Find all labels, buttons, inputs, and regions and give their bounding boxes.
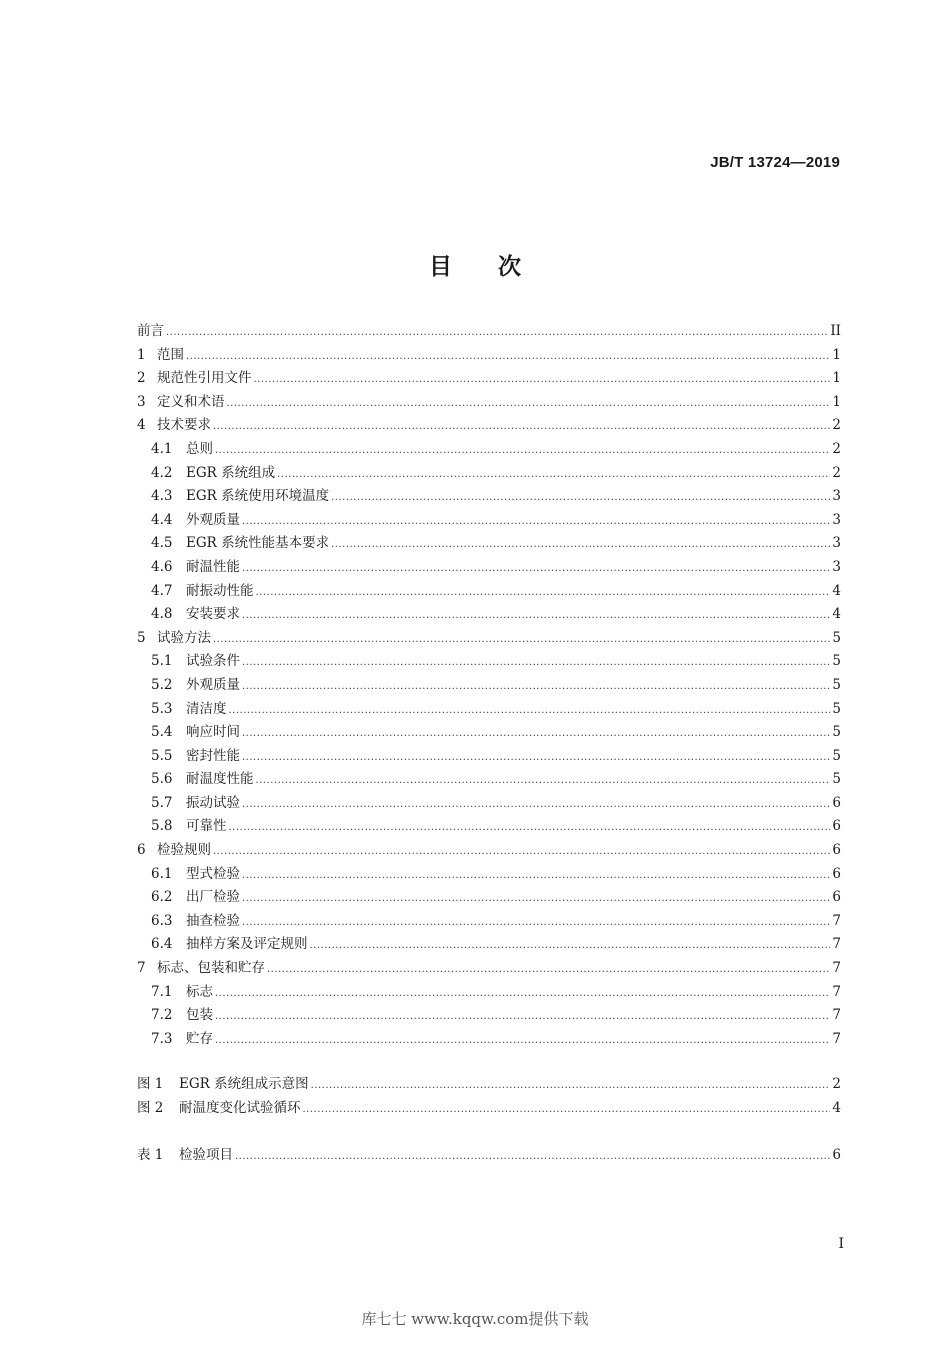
table-of-contents <box>137 320 841 1167</box>
download-footer: 库七七 www.kqqw.com提供下载 <box>361 1310 589 1328</box>
dot-leader <box>215 1005 830 1029</box>
dot-leader <box>229 816 831 840</box>
toc-entry-number: 7.1 <box>151 983 173 1000</box>
toc-entry-label: 技术要求 <box>157 417 211 434</box>
toc-entry[interactable] <box>137 344 841 368</box>
toc-entry-label: 耐温性能 <box>186 558 240 575</box>
toc-entry-label: 标志、包装和贮存 <box>157 960 265 977</box>
toc-entry[interactable] <box>137 745 841 769</box>
toc-entry[interactable] <box>137 509 841 533</box>
toc-entry[interactable] <box>137 768 841 792</box>
toc-entry-number: 6.2 <box>151 889 173 906</box>
toc-entry-label: 检验规则 <box>157 842 211 859</box>
dot-leader <box>229 699 831 723</box>
toc-entry-label: EGR 系统组成 <box>186 464 276 481</box>
toc-entry-label: 贮存 <box>186 1030 213 1047</box>
toc-entry-number: 5.5 <box>151 747 173 764</box>
toc-entry[interactable] <box>137 580 841 604</box>
toc-entry-number: 图 2 <box>137 1100 164 1116</box>
dot-leader <box>242 557 830 581</box>
toc-entry-label: 出厂检验 <box>186 889 240 906</box>
toc-entry[interactable] <box>137 532 841 556</box>
toc-entry-label: 包装 <box>186 1007 213 1024</box>
dot-leader <box>277 463 830 487</box>
dot-leader <box>242 604 830 628</box>
toc-entry[interactable] <box>137 863 841 887</box>
toc-entry-page: 6 <box>832 842 841 859</box>
toc-entry-number: 4.1 <box>151 440 173 457</box>
toc-entry[interactable] <box>137 367 841 391</box>
page-title: 目次 <box>429 254 567 280</box>
toc-entry-page: 4 <box>832 1100 841 1116</box>
toc-entry-number: 7.3 <box>151 1030 173 1047</box>
dot-leader <box>235 1145 830 1169</box>
toc-entry-label: 外观质量 <box>186 676 240 693</box>
toc-main-list <box>137 320 841 1051</box>
toc-entry-number: 3 <box>137 393 146 410</box>
toc-entry[interactable] <box>137 627 841 651</box>
toc-figure-entry[interactable] <box>137 1097 841 1121</box>
toc-entry-label: 耐振动性能 <box>186 582 254 599</box>
toc-entry-number: 4.5 <box>151 535 173 552</box>
toc-entry-number: 7.2 <box>151 1007 173 1024</box>
dot-leader <box>242 911 830 935</box>
toc-entry-label: 可靠性 <box>186 818 227 835</box>
toc-entry-page: 5 <box>832 653 841 670</box>
toc-entry-number: 4.3 <box>151 488 173 505</box>
toc-entry-page: 5 <box>832 747 841 764</box>
toc-entry-page: 5 <box>832 700 841 717</box>
dot-leader <box>242 651 830 675</box>
toc-entry-page: 5 <box>832 724 841 741</box>
toc-entry-page: 5 <box>832 676 841 693</box>
toc-entry[interactable] <box>137 485 841 509</box>
toc-entry[interactable] <box>137 815 841 839</box>
toc-entry-number: 7 <box>137 960 146 977</box>
toc-entry-page: 3 <box>832 535 841 552</box>
toc-entry-number: 5.4 <box>151 724 173 741</box>
toc-entry-page: 2 <box>832 1076 841 1093</box>
dot-leader <box>310 934 831 958</box>
dot-leader <box>256 769 831 793</box>
dot-leader <box>215 1029 830 1053</box>
toc-entry[interactable] <box>137 320 841 344</box>
toc-entry[interactable] <box>137 933 841 957</box>
toc-entry-page: 3 <box>832 511 841 528</box>
toc-entry-label: EGR 系统使用环境温度 <box>186 488 330 505</box>
toc-entry-number: 6.4 <box>151 936 173 953</box>
toc-entry-page: 3 <box>832 558 841 575</box>
page-number: I <box>838 1236 844 1252</box>
toc-entry-page: 3 <box>832 488 841 505</box>
toc-entry-label: 外观质量 <box>186 511 240 528</box>
dot-leader <box>242 746 830 770</box>
toc-entry-number: 5 <box>137 629 146 646</box>
toc-entry-number: 2 <box>137 370 146 387</box>
toc-entry-number: 1 <box>137 346 146 363</box>
toc-entry-number: 图 1 <box>137 1076 164 1093</box>
dot-leader <box>254 368 831 392</box>
toc-entry-page: 6 <box>832 889 841 906</box>
toc-entry-label: 安装要求 <box>186 606 240 623</box>
toc-entry-page: 2 <box>832 464 841 481</box>
toc-entry-number: 4.7 <box>151 582 173 599</box>
dot-leader <box>227 392 831 416</box>
toc-entry-label: 清洁度 <box>186 700 227 717</box>
toc-entry-label: 标志 <box>186 983 213 1000</box>
toc-entry-page: 1 <box>832 346 841 363</box>
toc-entry-label: EGR 系统组成示意图 <box>179 1076 309 1093</box>
dot-leader <box>215 982 830 1006</box>
dot-leader <box>242 510 830 534</box>
dot-leader <box>242 722 830 746</box>
dot-leader <box>215 439 830 463</box>
toc-entry-page: 7 <box>832 936 841 953</box>
toc-table-entry[interactable] <box>137 1144 841 1168</box>
toc-entry[interactable] <box>137 438 841 462</box>
toc-entry[interactable] <box>137 957 841 981</box>
toc-entry[interactable] <box>137 674 841 698</box>
toc-entry[interactable] <box>137 981 841 1005</box>
toc-table-list <box>137 1144 841 1168</box>
dot-leader <box>267 958 830 982</box>
toc-entry-label: 试验条件 <box>186 653 240 670</box>
toc-entry[interactable] <box>137 721 841 745</box>
dot-leader <box>213 840 830 864</box>
toc-entry[interactable] <box>137 792 841 816</box>
dot-leader <box>213 415 830 439</box>
toc-entry-page: 1 <box>832 393 841 410</box>
toc-entry-number: 6.1 <box>151 865 173 882</box>
dot-leader <box>242 887 830 911</box>
toc-entry-page: 6 <box>832 1146 841 1163</box>
toc-entry-page: II <box>830 323 841 339</box>
toc-entry-page: 6 <box>832 818 841 835</box>
toc-entry-page: 2 <box>832 440 841 457</box>
toc-entry-number: 6.3 <box>151 912 173 929</box>
toc-figure-entry[interactable] <box>137 1073 841 1097</box>
toc-entry[interactable] <box>137 910 841 934</box>
toc-entry-number: 4.6 <box>151 558 173 575</box>
toc-entry-label: 耐温度性能 <box>186 771 254 788</box>
toc-entry-number: 表 1 <box>137 1146 164 1163</box>
toc-entry-page: 7 <box>832 912 841 929</box>
toc-entry[interactable] <box>137 698 841 722</box>
toc-entry-label: 定义和术语 <box>157 393 225 410</box>
toc-entry-label: EGR 系统性能基本要求 <box>186 535 330 552</box>
toc-entry-page: 5 <box>832 629 841 646</box>
toc-entry-page: 2 <box>832 417 841 434</box>
dot-leader <box>331 486 830 510</box>
toc-entry-number: 5.1 <box>151 653 173 670</box>
toc-entry-number: 5.6 <box>151 771 173 788</box>
toc-entry-label: 型式检验 <box>186 865 240 882</box>
toc-entry-number: 4.8 <box>151 606 173 623</box>
toc-entry[interactable] <box>137 839 841 863</box>
toc-entry-page: 4 <box>832 606 841 623</box>
toc-entry[interactable] <box>137 391 841 415</box>
toc-entry-label: 总则 <box>186 440 213 457</box>
standard-code: JB/T 13724—2019 <box>710 154 840 171</box>
toc-entry-label: 范围 <box>157 346 184 363</box>
toc-entry-label: 前言 <box>137 323 164 339</box>
dot-leader <box>303 1098 831 1122</box>
toc-entry-label: 响应时间 <box>186 724 240 741</box>
toc-entry[interactable] <box>137 414 841 438</box>
toc-entry-page: 7 <box>832 1007 841 1024</box>
dot-leader <box>166 321 828 345</box>
toc-entry-number: 5.3 <box>151 700 173 717</box>
dot-leader <box>311 1074 831 1098</box>
dot-leader <box>256 581 831 605</box>
toc-entry-label: 振动试验 <box>186 794 240 811</box>
toc-entry-label: 检验项目 <box>179 1146 233 1163</box>
toc-entry-label: 规范性引用文件 <box>157 370 252 387</box>
toc-entry-number: 4 <box>137 417 146 434</box>
toc-entry-label: 密封性能 <box>186 747 240 764</box>
dot-leader <box>331 533 830 557</box>
toc-entry-page: 7 <box>832 1030 841 1047</box>
dot-leader <box>242 675 830 699</box>
dot-leader <box>213 628 830 652</box>
toc-entry[interactable] <box>137 556 841 580</box>
toc-entry-number: 6 <box>137 842 146 859</box>
toc-figure-list <box>137 1073 841 1120</box>
toc-entry[interactable] <box>137 462 841 486</box>
toc-entry-page: 5 <box>832 771 841 788</box>
toc-entry-page: 7 <box>832 983 841 1000</box>
dot-leader <box>186 345 830 369</box>
toc-entry[interactable] <box>137 1028 841 1052</box>
toc-entry-page: 6 <box>832 865 841 882</box>
dot-leader <box>242 793 830 817</box>
toc-entry-page: 6 <box>832 794 841 811</box>
toc-entry-number: 4.2 <box>151 464 173 481</box>
toc-entry-label: 耐温度变化试验循环 <box>179 1100 301 1116</box>
toc-entry[interactable] <box>137 1004 841 1028</box>
toc-entry-page: 1 <box>832 370 841 387</box>
toc-entry[interactable] <box>137 886 841 910</box>
toc-entry[interactable] <box>137 650 841 674</box>
toc-entry-page: 4 <box>832 582 841 599</box>
toc-entry[interactable] <box>137 603 841 627</box>
toc-entry-number: 5.2 <box>151 676 173 693</box>
toc-entry-label: 抽样方案及评定规则 <box>186 936 308 953</box>
toc-entry-label: 抽查检验 <box>186 912 240 929</box>
toc-entry-number: 5.8 <box>151 818 173 835</box>
dot-leader <box>242 864 830 888</box>
toc-entry-number: 4.4 <box>151 511 173 528</box>
toc-entry-label: 试验方法 <box>157 629 211 646</box>
toc-entry-page: 7 <box>832 960 841 977</box>
toc-entry-number: 5.7 <box>151 794 173 811</box>
